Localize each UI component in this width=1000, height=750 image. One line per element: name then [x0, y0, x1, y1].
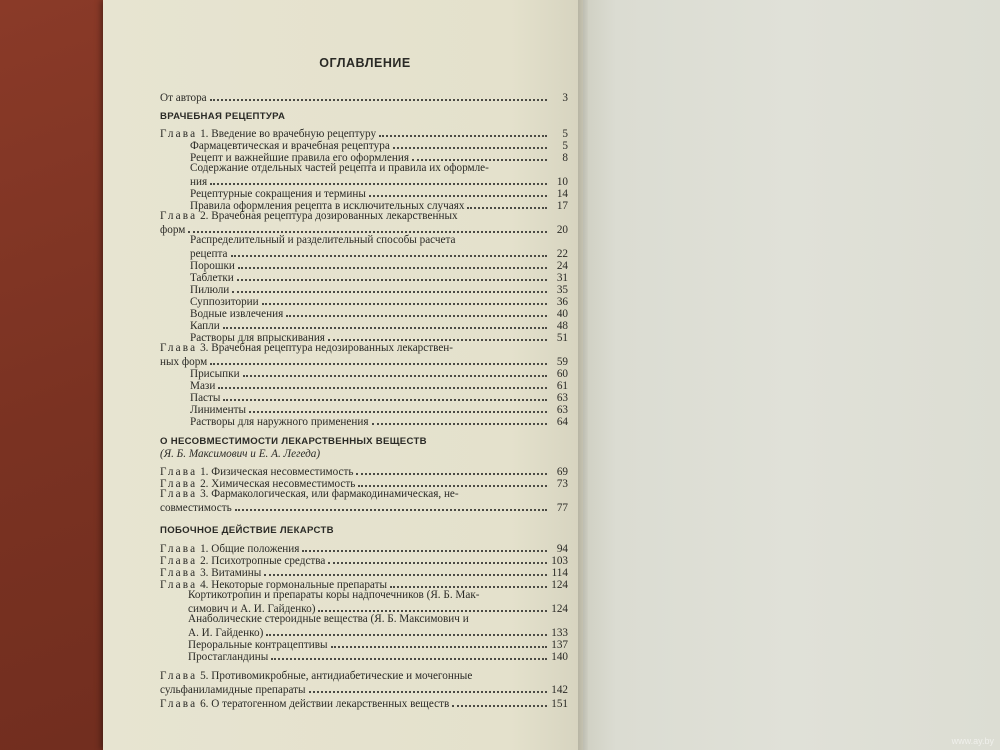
chapter-label: Глава: [160, 579, 198, 591]
entry-text: Фармацевтическая и врачебная рецептура: [190, 140, 390, 152]
dot-leader: [372, 414, 547, 425]
dot-leader: [369, 186, 547, 197]
entry-text: 1. Общие положения: [197, 543, 300, 555]
toc-entry: [160, 500, 568, 513]
chapter-label: Глава: [160, 128, 198, 140]
page-number: 36: [556, 296, 568, 308]
page-number: 69: [556, 466, 568, 478]
dot-leader: [452, 696, 547, 707]
entry-text: Распределительный и разделительный способы расчета: [190, 234, 456, 246]
entry-text: 6. О тератогенном действии лекарственных веществ: [197, 698, 450, 710]
toc-entry-title: [160, 502, 232, 515]
page-number: 8: [562, 152, 568, 164]
entry-text: Таблетки: [190, 272, 234, 284]
chapter-label: Глава: [160, 342, 198, 354]
dot-leader: [223, 318, 547, 329]
entry-text: Линименты: [190, 404, 246, 416]
entry-text: Присыпки: [190, 368, 240, 380]
chapter-label: Глава: [160, 466, 198, 478]
toc-entry-title: [188, 651, 268, 664]
dot-leader: [188, 222, 547, 233]
dot-leader: [302, 541, 547, 552]
toc-entry: [160, 696, 568, 709]
page-number: 63: [556, 404, 568, 416]
dot-leader: [249, 402, 547, 413]
dot-leader: [238, 258, 547, 269]
entry-text: А. И. Гайденко): [188, 627, 264, 639]
dot-leader: [467, 198, 547, 209]
chapter-label: Глава: [160, 478, 198, 490]
page-number: 40: [556, 308, 568, 320]
page-number: 77: [556, 502, 568, 514]
toc-entry-title: [190, 416, 369, 429]
toc-entry: [160, 90, 568, 103]
dot-leader: [358, 476, 547, 487]
dot-leader: [266, 625, 547, 636]
entry-text: 2. Психотропные средства: [197, 555, 326, 567]
page-number: 24: [556, 260, 568, 272]
entry-text: 2. Врачебная рецептура дозированных лекарственных: [197, 210, 458, 222]
page-number: 3: [562, 92, 568, 104]
page-number: 17: [556, 200, 568, 212]
entry-text: 5. Противомикробные, антидиабетические и мочегонные: [197, 670, 473, 682]
entry-text: Правила оформления рецепта в исключительных случаях: [190, 200, 465, 212]
dot-leader: [286, 306, 547, 317]
entry-text: Мази: [190, 380, 216, 392]
entry-text: От автора: [160, 92, 207, 104]
entry-text: Капли: [190, 320, 220, 332]
page-number: 133: [551, 627, 568, 639]
entry-text: 3. Витамины: [197, 567, 262, 579]
entry-text: Растворы для впрыскивания: [190, 332, 325, 344]
page-number: 114: [551, 567, 568, 579]
entry-text: 2. Химическая несовместимость: [197, 478, 356, 490]
page-number: 94: [556, 543, 568, 555]
section-heading: ВРАЧЕБНАЯ РЕЦЕПТУРА: [160, 111, 286, 122]
page-number: 5: [562, 128, 568, 140]
dot-leader: [232, 282, 547, 293]
chapter-label: Глава: [160, 567, 198, 579]
page-number: 20: [556, 224, 568, 236]
page-number: 124: [551, 603, 568, 615]
page-number: 142: [551, 684, 568, 696]
entry-text: Суппозитории: [190, 296, 259, 308]
entry-text: Рецепт и важнейшие правила его оформления: [190, 152, 410, 164]
entry-text: 1. Введение во врачебную рецептуру: [197, 128, 377, 140]
toc-entry: [190, 414, 568, 427]
toc-entry: [188, 649, 568, 662]
page-number: 103: [551, 555, 568, 567]
section-heading: О НЕСОВМЕСТИМОСТИ ЛЕКАРСТВЕННЫХ ВЕЩЕСТВ: [160, 436, 427, 447]
dot-leader: [262, 294, 547, 305]
entry-text: ния: [190, 176, 208, 188]
entry-text: 1. Физическая несовместимость: [197, 466, 354, 478]
page-number: 22: [556, 248, 568, 260]
page-number: 5: [562, 140, 568, 152]
page-number: 31: [556, 272, 568, 284]
page-number: 73: [556, 478, 568, 490]
entry-text: Порошки: [190, 260, 235, 272]
dot-leader: [210, 354, 547, 365]
entry-text: Пероральные контрацептивы: [188, 639, 328, 651]
entry-text: Кортикотропин и препараты коры надпочечников (Я. Б. Мак-: [188, 589, 480, 601]
chapter-label: Глава: [160, 488, 198, 500]
dot-leader: [223, 390, 547, 401]
entry-text: Водные извлечения: [190, 308, 284, 320]
entry-text: симович и А. И. Гайденко): [188, 603, 316, 615]
entry-text: совместимость: [160, 502, 232, 514]
dot-leader: [412, 150, 547, 161]
entry-text: Простагландины: [188, 651, 269, 663]
page-number: 10: [556, 176, 568, 188]
entry-text: Пасты: [190, 392, 221, 404]
toc-entry-title: [160, 92, 207, 105]
chapter-label: Глава: [160, 555, 198, 567]
entry-text: 3. Врачебная рецептура недозированных лекарствен-: [197, 342, 453, 354]
dot-leader: [318, 601, 547, 612]
dot-leader: [210, 90, 547, 101]
dot-leader: [271, 649, 547, 660]
dot-leader: [210, 174, 547, 185]
toc-entry-title: [160, 224, 185, 237]
right-page: [583, 0, 1000, 750]
page-number: 60: [556, 368, 568, 380]
dot-leader: [331, 637, 548, 648]
dot-leader: [379, 126, 547, 137]
dot-leader: [328, 330, 547, 341]
dot-leader: [235, 500, 547, 511]
entry-text: Содержание отдельных частей рецепта и правила их оформле-: [190, 162, 489, 174]
page-number: 124: [551, 579, 568, 591]
book-spine: [578, 0, 588, 750]
section-heading: ПОБОЧНОЕ ДЕЙСТВИЕ ЛЕКАРСТВ: [160, 525, 334, 536]
chapter-label: Глава: [160, 670, 198, 682]
chapter-label: Глава: [160, 543, 198, 555]
entry-text: 4. Некоторые гормональные препараты: [197, 579, 388, 591]
entry-text: Растворы для наружного применения: [190, 416, 369, 428]
section-authors: (Я. Б. Максимович и Е. А. Легеда): [160, 448, 321, 460]
entry-text: 3. Фармакологическая, или фармакодинамическая, не-: [197, 488, 459, 500]
page-number: 137: [551, 639, 568, 651]
dot-leader: [390, 577, 547, 588]
page-number: 48: [556, 320, 568, 332]
page-number: 14: [556, 188, 568, 200]
page-number: 61: [556, 380, 568, 392]
dot-leader: [218, 378, 547, 389]
page-number: 140: [551, 651, 568, 663]
page-number: 59: [556, 356, 568, 368]
entry-text: ных форм: [160, 356, 208, 368]
toc-entry-title: [160, 698, 449, 711]
chapter-label: Глава: [160, 698, 198, 710]
dot-leader: [328, 553, 547, 564]
page-number: 64: [556, 416, 568, 428]
page-number: 51: [556, 332, 568, 344]
watermark: www.ay.by: [951, 736, 994, 746]
dot-leader: [243, 366, 547, 377]
entry-text: Рецептурные сокращения и термины: [190, 188, 366, 200]
dot-leader: [264, 565, 547, 576]
dot-leader: [237, 270, 547, 281]
page-number: 151: [551, 698, 568, 710]
entry-text: форм: [160, 224, 186, 236]
dot-leader: [231, 246, 548, 257]
dot-leader: [393, 138, 547, 149]
page-number: 63: [556, 392, 568, 404]
dot-leader: [309, 682, 547, 693]
entry-text: рецепта: [190, 248, 228, 260]
entry-text: Анаболические стероидные вещества (Я. Б. Максимович и: [188, 613, 469, 625]
page-number: 35: [556, 284, 568, 296]
chapter-label: Глава: [160, 210, 198, 222]
dot-leader: [356, 464, 547, 475]
entry-text: Пилюли: [190, 284, 230, 296]
toc-entry: [160, 682, 568, 695]
toc-title: ОГЛАВЛЕНИЕ: [319, 56, 411, 70]
table-of-contents: [160, 0, 570, 750]
entry-text: сульфаниламидные препараты: [160, 684, 306, 696]
